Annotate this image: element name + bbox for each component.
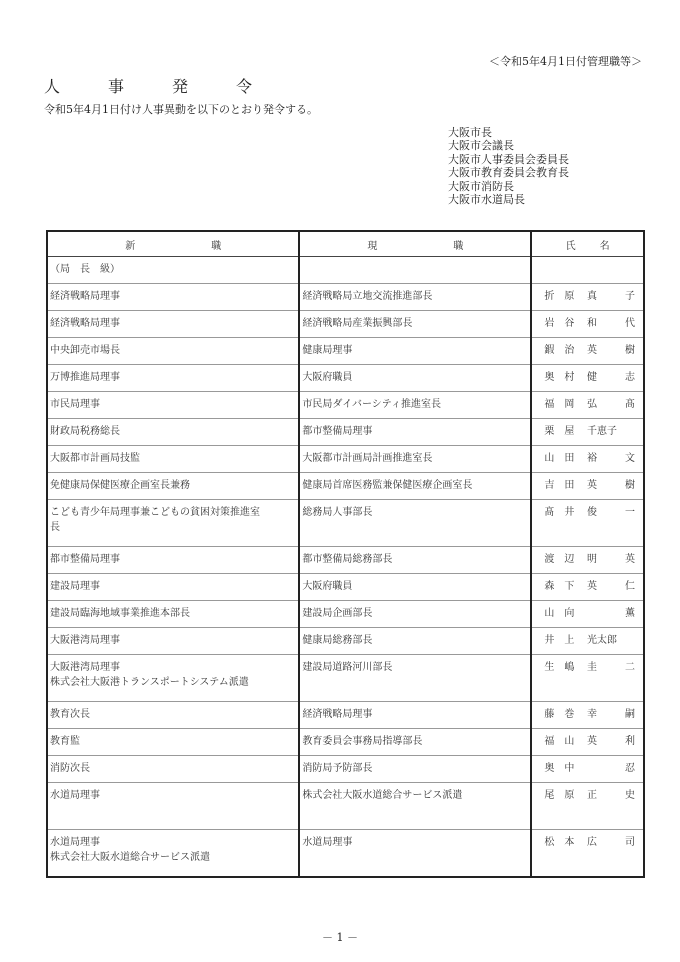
current-post-cell <box>299 392 531 419</box>
given-name: 圭 二 <box>587 662 635 673</box>
issuer: 大阪市水道局長 <box>448 193 525 207</box>
new-post-cell <box>47 830 299 878</box>
family-name: 山 向 <box>544 608 575 619</box>
personnel-table <box>46 230 645 878</box>
current-post-cell <box>299 628 531 655</box>
new-post-cell <box>47 702 299 729</box>
family-name: 鍜 治 <box>544 345 575 356</box>
current-post-cell-line: 建設局道路河川部長 <box>302 662 393 673</box>
given-name: 千恵子 <box>587 426 617 437</box>
current-post-cell-line: 健康局首席医務監兼保健医療企画室長 <box>302 480 473 491</box>
given-name: 薫 <box>625 608 635 619</box>
new-post-cell <box>47 500 299 547</box>
new-post-cell-line: 水道局理事 <box>50 790 100 801</box>
current-post-cell-line: 建設局企画部長 <box>302 608 373 619</box>
current-post-cell-line: 健康局理事 <box>302 345 353 356</box>
name-cell <box>531 392 644 419</box>
current-post-cell <box>299 655 531 702</box>
name-cell <box>531 311 644 338</box>
current-post-cell <box>299 702 531 729</box>
document-reference: ＜令和5年4月1日付管理職等＞ <box>489 55 642 68</box>
new-post-cell-line: 建設局臨海地域事業推進本部長 <box>50 608 190 619</box>
new-post-cell-line: 経済戦略局理事 <box>50 318 120 329</box>
current-post-cell-line: 市民局ダイバーシティ推進室長 <box>302 399 441 410</box>
given-name: 英 利 <box>587 736 635 747</box>
table-row <box>47 473 644 500</box>
new-post-cell-line: こども青少年局理事兼こどもの貧困対策推進室 <box>50 507 260 518</box>
current-post-cell <box>299 783 531 830</box>
new-post-cell <box>47 547 299 574</box>
current-post-cell <box>299 473 531 500</box>
table-row <box>47 500 644 547</box>
new-post-cell <box>47 419 299 446</box>
given-name: 裕 文 <box>587 453 635 464</box>
new-post-cell-line: 経済戦略局理事 <box>50 291 120 302</box>
current-post-cell-line: 株式会社大阪水道総合サービス派遣 <box>302 790 463 801</box>
page-number: － 1 － <box>322 931 358 944</box>
table-row <box>47 601 644 628</box>
table-row <box>47 365 644 392</box>
name-cell <box>531 338 644 365</box>
given-name: 幸 嗣 <box>587 709 635 720</box>
new-post-cell <box>47 392 299 419</box>
name-cell <box>531 574 644 601</box>
current-post-cell <box>299 729 531 756</box>
name-cell <box>531 756 644 783</box>
new-post-cell <box>47 446 299 473</box>
issuer: 大阪市長 <box>448 126 492 139</box>
new-post-cell <box>47 655 299 702</box>
family-name: 森 下 <box>544 581 575 592</box>
current-post-cell-line: 総務局人事部長 <box>302 507 373 518</box>
table-row <box>47 628 644 655</box>
issuer: 大阪市消防長 <box>448 179 514 193</box>
new-post-cell-line: 建設局理事 <box>50 581 100 592</box>
current-post-cell <box>299 500 531 547</box>
current-post-cell <box>299 547 531 574</box>
issuers-list <box>448 126 569 206</box>
new-post-cell-line: 教育次長 <box>50 709 90 720</box>
current-post-cell-line: 経済戦略局理事 <box>302 709 373 720</box>
current-post-cell <box>299 574 531 601</box>
name-cell <box>531 365 644 392</box>
new-post-cell-line: 長 <box>50 522 60 533</box>
new-post-cell <box>47 756 299 783</box>
given-name: 正 史 <box>587 790 635 801</box>
table-row <box>47 419 644 446</box>
family-name: 折 原 <box>544 291 575 302</box>
current-post-cell <box>299 830 531 878</box>
current-post-cell-line: 教育委員会事務局指導部長 <box>302 736 423 747</box>
new-post-cell-line: 大阪港湾局理事 <box>50 662 120 673</box>
current-post-cell-line: 経済戦略局産業振興部長 <box>302 318 413 329</box>
family-name: 栗 屋 <box>544 426 575 437</box>
table-row <box>47 338 644 365</box>
table-row <box>47 729 644 756</box>
table-row <box>47 783 644 830</box>
given-name: 健 志 <box>587 372 635 383</box>
new-post-cell <box>47 311 299 338</box>
given-name: 俊 一 <box>587 507 635 518</box>
family-name: 福 山 <box>544 736 575 747</box>
page-title <box>44 74 300 97</box>
name-cell <box>531 655 644 702</box>
new-post-cell <box>47 284 299 311</box>
current-post-cell <box>299 311 531 338</box>
current-post-cell-line: 都市整備局総務部長 <box>302 554 393 565</box>
family-name: 奥 村 <box>544 372 575 383</box>
given-name: 弘 髙 <box>587 399 635 410</box>
table-row <box>47 830 644 878</box>
family-name: 渡 辺 <box>544 554 575 565</box>
name-cell <box>531 446 644 473</box>
new-post-cell-line: 市民局理事 <box>50 399 100 410</box>
header-new-post: 新 職 <box>47 231 299 257</box>
family-name: 松 本 <box>544 837 575 848</box>
section-label: （局 長 級） <box>47 257 299 284</box>
intro-text: 令和5年4月1日付け人事異動を以下のとおり発令する。 <box>44 103 318 116</box>
given-name: 英 樹 <box>587 345 635 356</box>
current-post-cell-line: 健康局総務部長 <box>302 635 373 646</box>
new-post-cell-line: 教育監 <box>50 736 80 747</box>
title-char: 事 <box>108 77 125 96</box>
table-row <box>47 547 644 574</box>
current-post-cell <box>299 338 531 365</box>
issuer: 大阪市会議長 <box>448 139 514 153</box>
given-name: 和 代 <box>587 318 635 329</box>
name-cell <box>531 419 644 446</box>
title-char: 人 <box>44 77 61 96</box>
table-row <box>47 574 644 601</box>
new-post-cell-line: 財政局税務総長 <box>50 426 120 437</box>
given-name: 明 英 <box>587 554 635 565</box>
section-row <box>47 257 644 284</box>
new-post-cell-line: 万博推進局理事 <box>50 372 120 383</box>
family-name: 井 上 <box>544 635 575 646</box>
title-char: 令 <box>236 77 253 96</box>
table-row <box>47 756 644 783</box>
current-post-cell-line: 消防局予防部長 <box>302 763 373 774</box>
new-post-cell <box>47 601 299 628</box>
issuer: 大阪市人事委員会委員長 <box>448 152 569 166</box>
new-post-cell-line: 株式会社大阪港トランスポートシステム派遣 <box>50 677 249 688</box>
new-post-cell-line: 都市整備局理事 <box>50 554 120 565</box>
table-header-row <box>47 231 644 257</box>
given-name: 英 仁 <box>587 581 635 592</box>
new-post-cell <box>47 628 299 655</box>
current-post-cell-line: 大阪府職員 <box>302 372 353 383</box>
issuer: 大阪市教育委員会教育長 <box>448 166 569 180</box>
name-cell <box>531 783 644 830</box>
new-post-cell <box>47 365 299 392</box>
new-post-cell <box>47 574 299 601</box>
given-name: 英 樹 <box>587 480 635 491</box>
new-post-cell-line: 免健康局保健医療企画室長兼務 <box>50 480 190 491</box>
table-row <box>47 446 644 473</box>
table-row <box>47 655 644 702</box>
current-post-cell <box>299 446 531 473</box>
family-name: 山 田 <box>544 453 575 464</box>
new-post-cell <box>47 473 299 500</box>
name-cell <box>531 473 644 500</box>
name-cell <box>531 547 644 574</box>
family-name: 岩 谷 <box>544 318 575 329</box>
new-post-cell <box>47 338 299 365</box>
family-name: 髙 井 <box>544 507 575 518</box>
table-row <box>47 702 644 729</box>
current-post-cell <box>299 419 531 446</box>
name-cell <box>531 729 644 756</box>
family-name: 奥 中 <box>544 763 575 774</box>
current-post-cell <box>299 284 531 311</box>
current-post-cell <box>299 601 531 628</box>
current-post-cell <box>299 756 531 783</box>
family-name: 尾 原 <box>544 790 575 801</box>
new-post-cell-line: 大阪都市計画局技監 <box>50 453 140 464</box>
name-cell <box>531 500 644 547</box>
table-row <box>47 392 644 419</box>
new-post-cell-line: 水道局理事 <box>50 837 100 848</box>
new-post-cell-line: 消防次長 <box>50 763 90 774</box>
current-post-cell-line: 都市整備局理事 <box>302 426 373 437</box>
name-cell <box>531 601 644 628</box>
given-name: 光太郎 <box>587 635 617 646</box>
name-cell <box>531 628 644 655</box>
header-current-post: 現 職 <box>299 231 531 257</box>
new-post-cell-line: 株式会社大阪水道総合サービス派遣 <box>50 852 210 863</box>
name-cell <box>531 284 644 311</box>
table-row <box>47 284 644 311</box>
current-post-cell-line: 水道局理事 <box>302 837 353 848</box>
given-name: 真 子 <box>587 291 635 302</box>
new-post-cell-line: 大阪港湾局理事 <box>50 635 120 646</box>
name-cell <box>531 702 644 729</box>
given-name: 広 司 <box>587 837 635 848</box>
current-post-cell <box>299 365 531 392</box>
table-row <box>47 311 644 338</box>
current-post-cell-line: 大阪府職員 <box>302 581 353 592</box>
family-name: 吉 田 <box>544 480 575 491</box>
new-post-cell <box>47 729 299 756</box>
header-name: 氏 名 <box>531 231 644 257</box>
new-post-cell-line: 中央卸売市場長 <box>50 345 120 356</box>
given-name: 忍 <box>625 763 635 774</box>
family-name: 福 岡 <box>544 399 575 410</box>
current-post-cell-line: 経済戦略局立地交流推進部長 <box>302 291 433 302</box>
new-post-cell <box>47 783 299 830</box>
current-post-cell-line: 大阪都市計画局計画推進室長 <box>302 453 433 464</box>
title-char: 発 <box>172 77 189 96</box>
name-cell <box>531 830 644 878</box>
family-name: 生 嶋 <box>544 662 575 673</box>
family-name: 藤 巻 <box>544 709 575 720</box>
